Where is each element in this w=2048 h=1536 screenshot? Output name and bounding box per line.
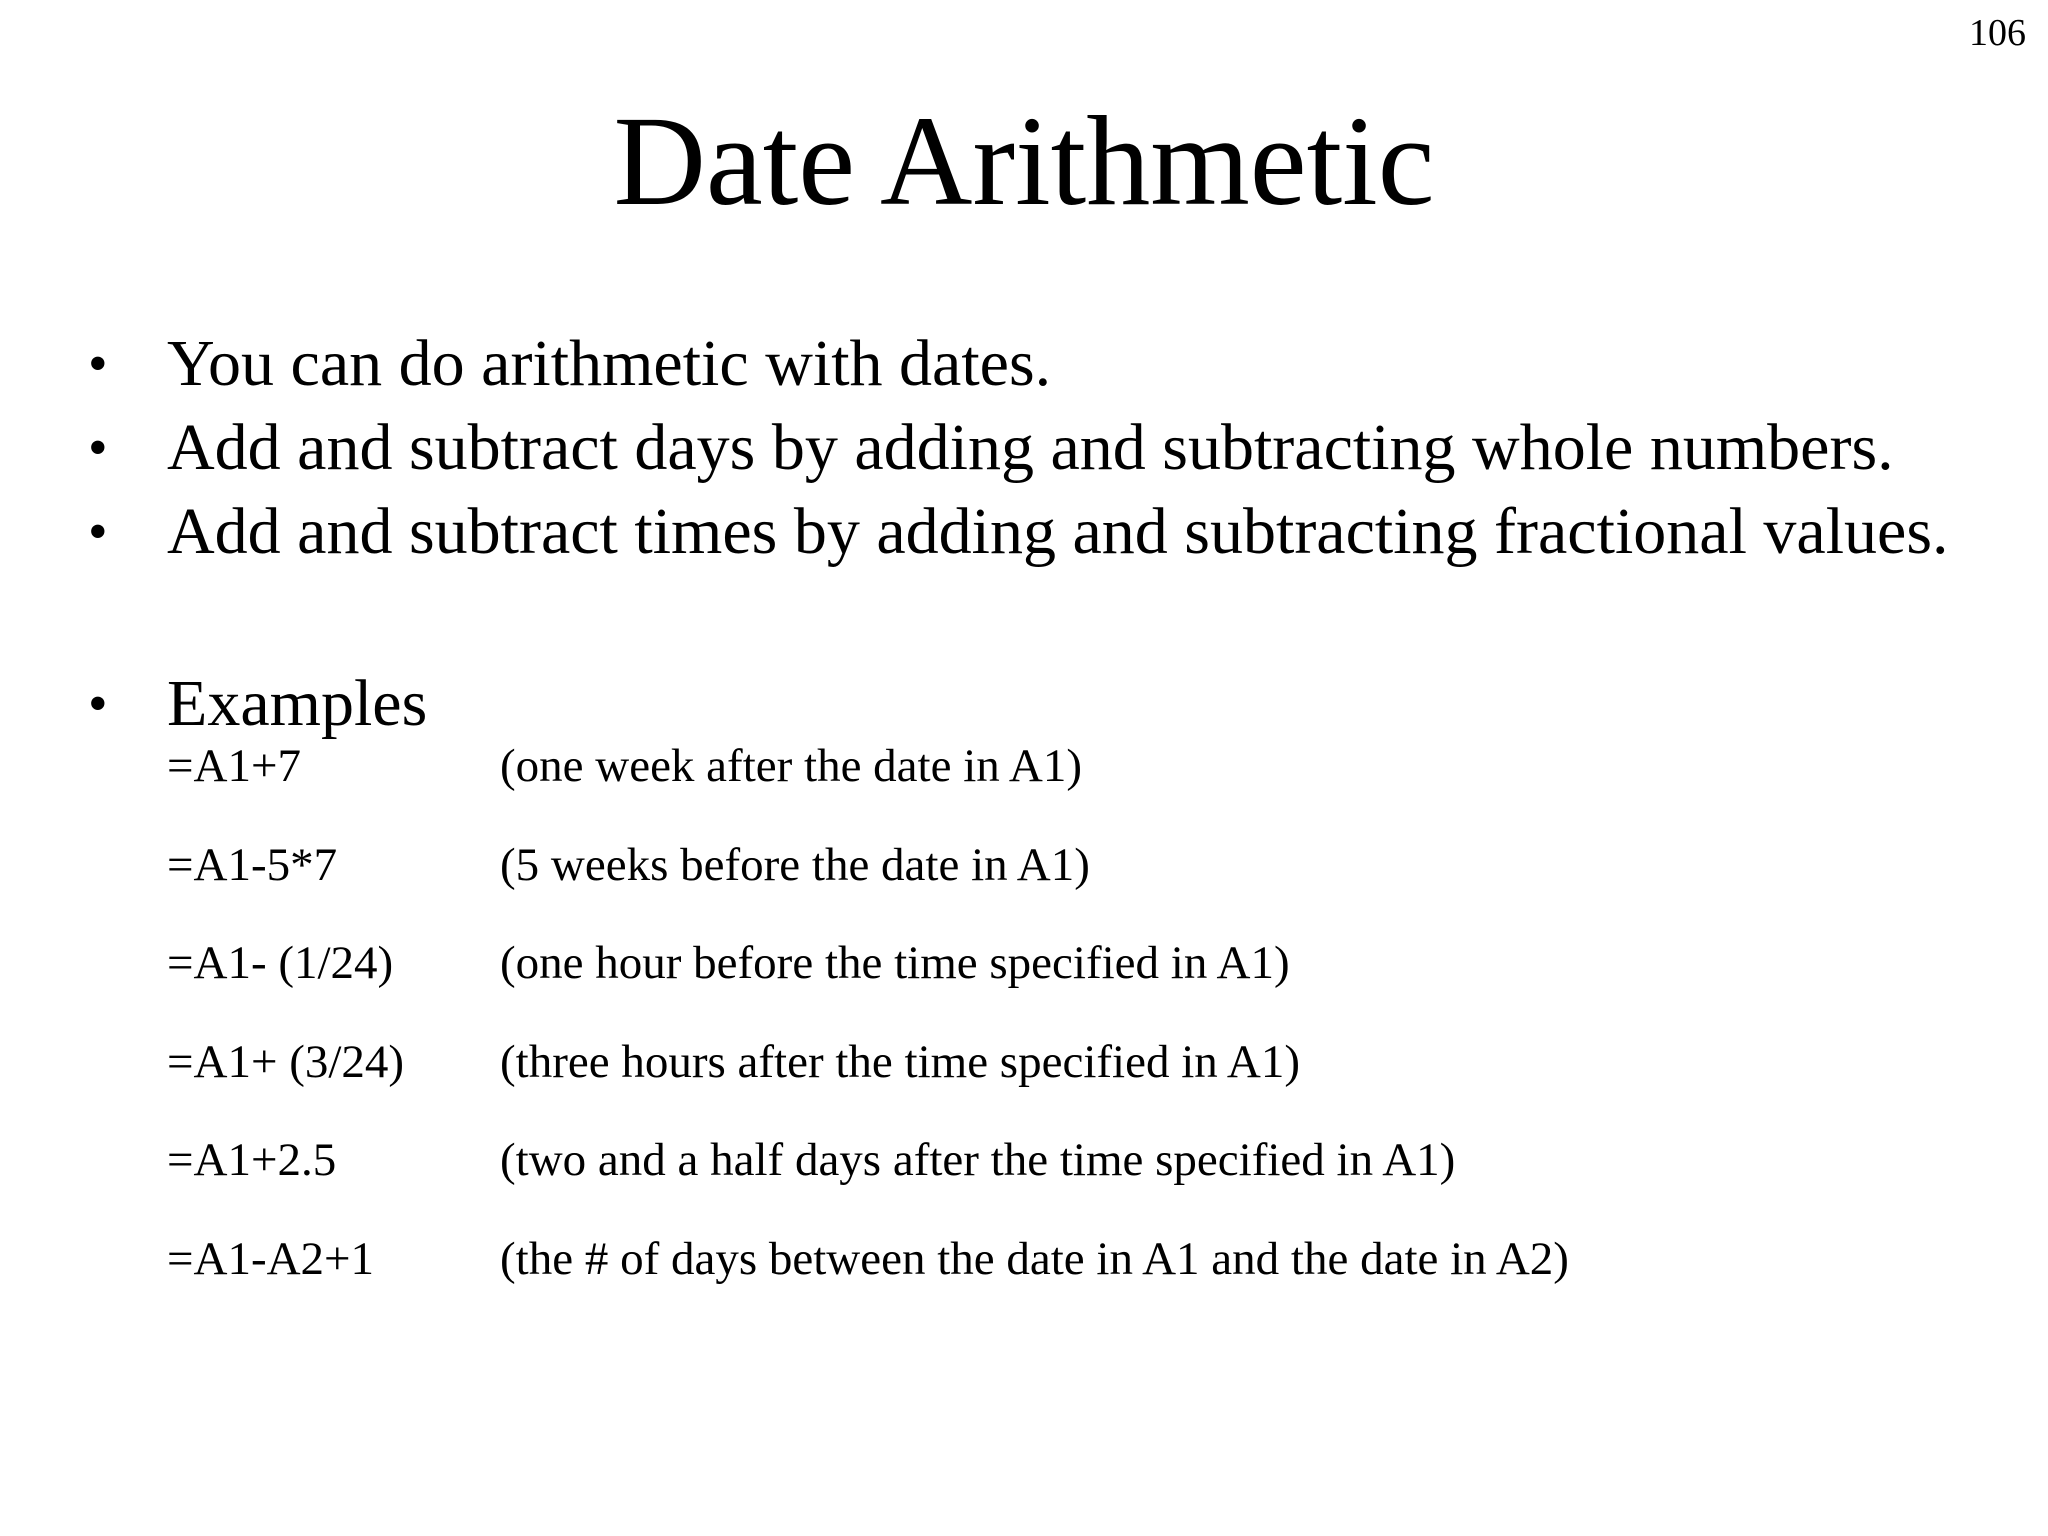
example-row <box>167 1134 1767 1233</box>
example-row <box>167 740 1767 839</box>
example-description: (three hours after the time specified in A1) <box>500 1035 1301 1088</box>
bullet-marker: • <box>88 501 108 563</box>
example-description: (one hour before the time specified in A1) <box>500 937 1290 989</box>
example-description: (two and a half days after the time specified in A1) <box>500 1134 1456 1186</box>
bullet-text: Add and subtract days by adding and subtracting whole numbers. <box>167 411 1894 484</box>
example-formula: =A1- (1/24) <box>167 937 394 989</box>
example-formula: =A1+2.5 <box>167 1134 337 1186</box>
example-formula: =A1-5*7 <box>167 838 338 891</box>
example-description: (the # of days between the date in A1 and the date in A2) <box>500 1232 1569 1285</box>
example-row <box>167 839 1767 938</box>
examples-heading: Examples <box>167 667 428 740</box>
bullet-text: Add and subtract times by adding and subtracting fractional values. <box>167 495 1949 568</box>
example-description: (one week after the date in A1) <box>500 740 1083 792</box>
bullet-marker: • <box>88 333 108 395</box>
example-row <box>167 1036 1767 1135</box>
bullet-marker: • <box>88 673 108 735</box>
example-row <box>167 1233 1767 1332</box>
bullet-marker: • <box>88 417 108 479</box>
example-description: (5 weeks before the date in A1) <box>500 838 1090 891</box>
slide-title: Date Arithmetic <box>613 90 1435 232</box>
example-formula: =A1+ (3/24) <box>167 1035 405 1088</box>
bullet-text: You can do arithmetic with dates. <box>167 327 1052 400</box>
example-formula: =A1-A2+1 <box>167 1232 375 1285</box>
example-row <box>167 937 1767 1036</box>
example-formula: =A1+7 <box>167 740 301 792</box>
page-number: 106 <box>1969 12 2026 54</box>
example-list <box>167 740 1767 1331</box>
